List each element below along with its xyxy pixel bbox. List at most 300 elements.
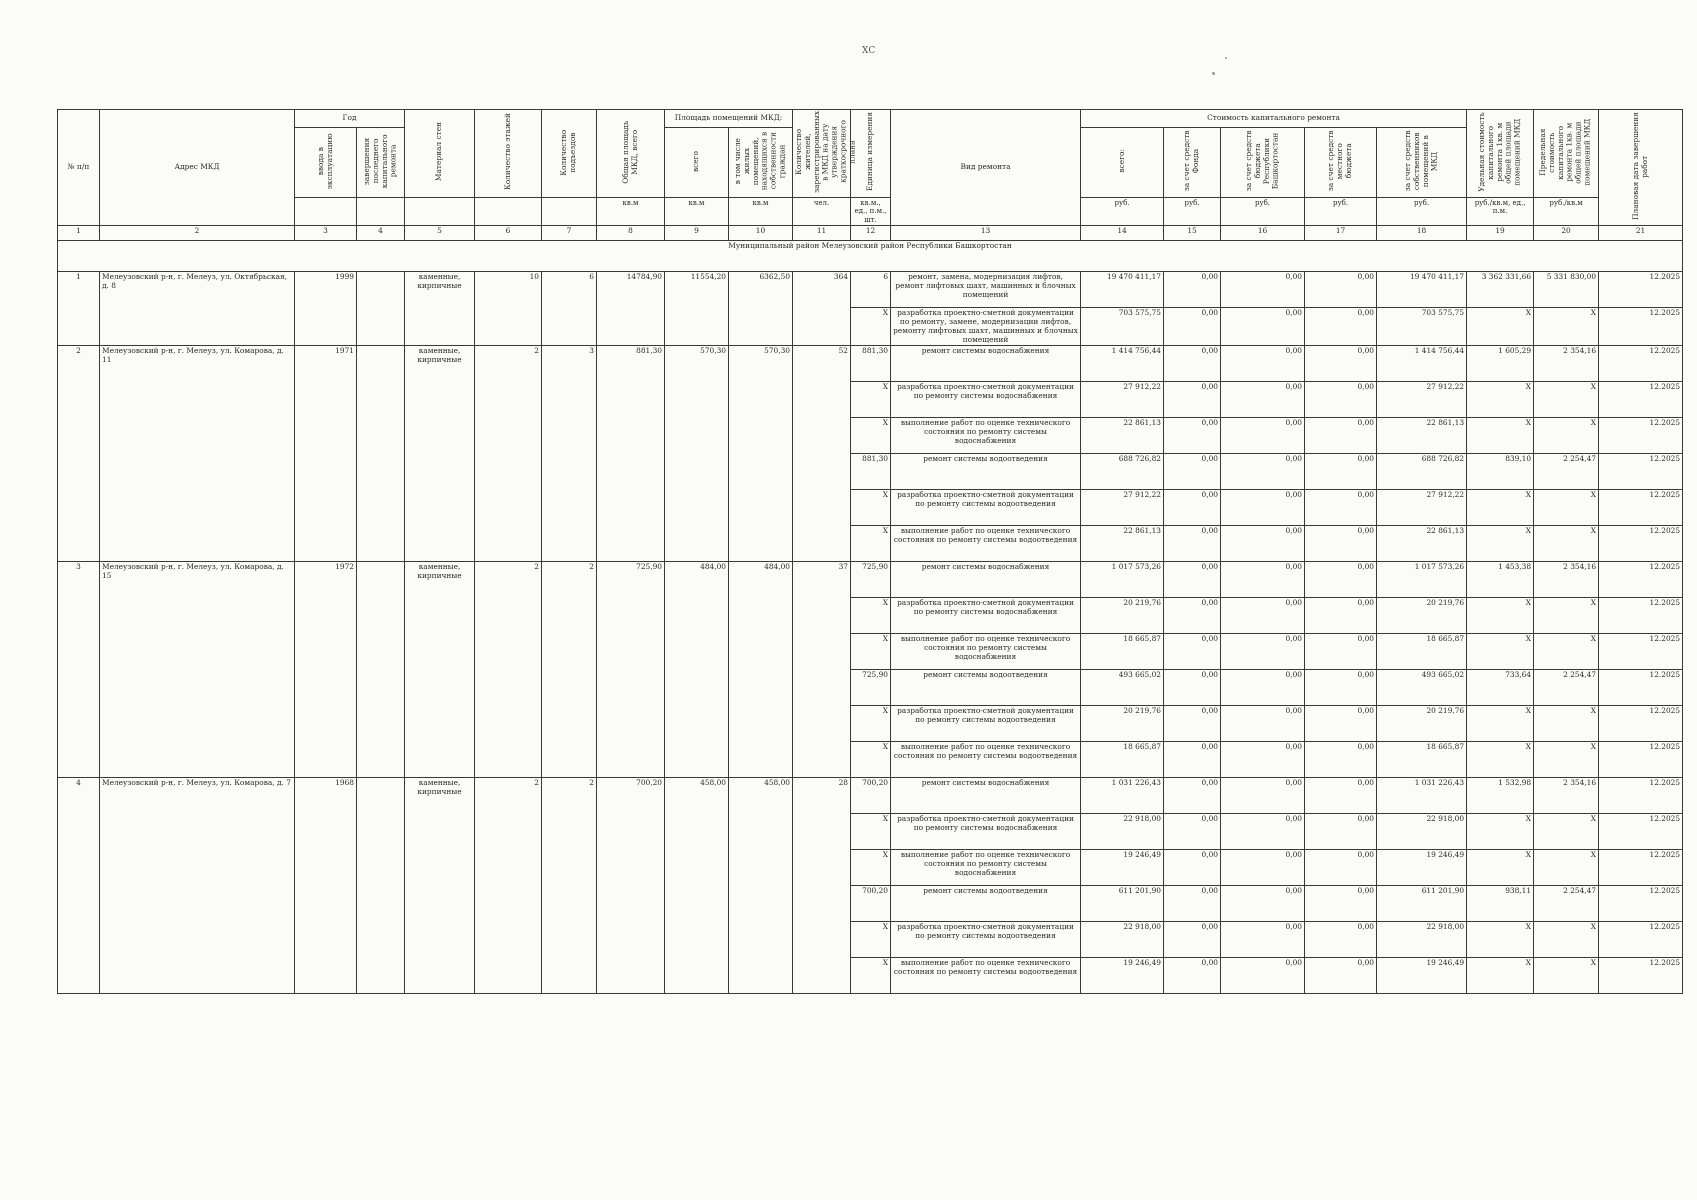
cost-owners-cell: 20 219,76 (1377, 598, 1467, 634)
cost-republic-cell: 0,00 (1221, 490, 1305, 526)
column-number: 11 (793, 225, 851, 240)
cost-local-cell: 0,00 (1305, 418, 1377, 454)
cost-fund-cell: 0,00 (1164, 382, 1221, 418)
building-num: 2 (58, 346, 100, 562)
building-block (58, 562, 1683, 778)
cost-fund-cell: 0,00 (1164, 346, 1221, 382)
page-number: ХС (862, 46, 876, 56)
cost-total-cell: 22 918,00 (1081, 814, 1164, 850)
area-total: 700,20 (597, 778, 665, 994)
work-type-cell: разработка проектно-сметной документации по ремонту системы водоотведения (891, 706, 1081, 742)
cost-local-cell: 0,00 (1305, 307, 1377, 346)
column-number: 9 (665, 225, 729, 240)
table-header (58, 110, 1683, 226)
max-cost-cell: X (1534, 742, 1599, 778)
cost-republic-cell: 0,00 (1221, 850, 1305, 886)
header-work-type: Вид ремонта (891, 110, 1081, 226)
cost-local-cell: 0,00 (1305, 814, 1377, 850)
cost-republic-cell: 0,00 (1221, 670, 1305, 706)
residents-count: 28 (793, 778, 851, 994)
cost-local-cell: 0,00 (1305, 562, 1377, 598)
unit-cost-cell: X (1467, 490, 1534, 526)
unit-blank (542, 197, 597, 225)
max-cost-cell: 2 254,47 (1534, 670, 1599, 706)
max-cost-cell: X (1534, 922, 1599, 958)
header-unit-cost: Удельная стоимость капитального ремонта 1кв. м общей площади помещений МКД (1467, 110, 1534, 198)
unit-cost-cell: 733,64 (1467, 670, 1534, 706)
area-residential: 484,00 (729, 562, 793, 778)
deadline-cell: 12.2025 (1599, 814, 1683, 850)
header-deadline: Плановая дата завершения работ (1599, 110, 1683, 226)
work-type-cell: ремонт системы водоотведения (891, 454, 1081, 490)
header-entrances: Количество подъездов (542, 110, 597, 198)
cost-total-cell: 20 219,76 (1081, 706, 1164, 742)
work-type-cell: ремонт системы водоснабжения (891, 562, 1081, 598)
cost-total-cell: 22 861,13 (1081, 418, 1164, 454)
column-number: 17 (1305, 225, 1377, 240)
work-type-cell: выполнение работ по оценке технического состояния по ремонту системы водоотведения (891, 526, 1081, 562)
column-number: 15 (1164, 225, 1221, 240)
deadline-cell: 12.2025 (1599, 382, 1683, 418)
building-num: 4 (58, 778, 100, 994)
cost-fund-cell: 0,00 (1164, 562, 1221, 598)
measure-cell: X (851, 490, 891, 526)
header-wall-material: Материал стен (405, 110, 475, 198)
header-year-group: Год (295, 110, 405, 128)
unit-cost-cell: 1 605,29 (1467, 346, 1534, 382)
column-number: 18 (1377, 225, 1467, 240)
cost-owners-cell: 18 665,87 (1377, 742, 1467, 778)
wall-material: каменные, кирпичные (405, 562, 475, 778)
entrances-count: 3 (542, 346, 597, 562)
max-cost-cell: X (1534, 526, 1599, 562)
cost-owners-cell: 27 912,22 (1377, 382, 1467, 418)
table-row (58, 346, 1683, 382)
work-type-cell: разработка проектно-сметной документации по ремонту системы водоснабжения (891, 814, 1081, 850)
unit-rub: руб. (1305, 197, 1377, 225)
measure-cell: X (851, 634, 891, 670)
work-type-cell: выполнение работ по оценке технического состояния по ремонту системы водоснабжения (891, 850, 1081, 886)
work-type-cell: ремонт системы водоснабжения (891, 778, 1081, 814)
region-title: Муниципальный район Мелеузовский район Республики Башкортостан (58, 240, 1683, 271)
unit-cost-cell: X (1467, 634, 1534, 670)
measure-cell: 700,20 (851, 778, 891, 814)
cost-total-cell: 1 414 756,44 (1081, 346, 1164, 382)
deadline-cell: 12.2025 (1599, 886, 1683, 922)
cost-republic-cell: 0,00 (1221, 418, 1305, 454)
header-cost-republic: за счет средств бюджета Республики Башкортостан (1221, 128, 1305, 197)
deadline-cell: 12.2025 (1599, 850, 1683, 886)
deadline-cell: 12.2025 (1599, 454, 1683, 490)
cost-total-cell: 20 219,76 (1081, 598, 1164, 634)
column-number: 14 (1081, 225, 1164, 240)
cost-fund-cell: 0,00 (1164, 307, 1221, 346)
max-cost-cell: X (1534, 598, 1599, 634)
year-built: 1968 (295, 778, 357, 994)
cost-owners-cell: 22 861,13 (1377, 526, 1467, 562)
deadline-cell: 12.2025 (1599, 490, 1683, 526)
area-residential: 570,30 (729, 346, 793, 562)
cost-owners-cell: 22 918,00 (1377, 922, 1467, 958)
cost-owners-cell: 18 665,87 (1377, 634, 1467, 670)
column-number: 20 (1534, 225, 1599, 240)
deadline-cell: 12.2025 (1599, 418, 1683, 454)
header-year-commission: ввода в эксплуатацию (295, 128, 357, 197)
area-residential: 6362,50 (729, 271, 793, 346)
max-cost-cell: 2 354,16 (1534, 562, 1599, 598)
max-cost-cell: 2 354,16 (1534, 778, 1599, 814)
measure-cell: 725,90 (851, 670, 891, 706)
table-row (58, 271, 1683, 307)
area-residential: 458,00 (729, 778, 793, 994)
cost-fund-cell: 0,00 (1164, 271, 1221, 307)
header-max-cost: Предельная стоимость капитального ремонта 1кв. м общей площади помещений МКД (1534, 110, 1599, 198)
area-total: 881,30 (597, 346, 665, 562)
measure-cell: 6 (851, 271, 891, 307)
header-cost-fund: за счет средств Фонда (1164, 128, 1221, 197)
cost-republic-cell: 0,00 (1221, 706, 1305, 742)
unit-rub-per-m2: руб./кв.м (1534, 197, 1599, 225)
cost-owners-cell: 688 726,82 (1377, 454, 1467, 490)
column-number: 21 (1599, 225, 1683, 240)
cost-local-cell: 0,00 (1305, 886, 1377, 922)
area-total: 725,90 (597, 562, 665, 778)
cost-local-cell: 0,00 (1305, 670, 1377, 706)
header-address: Адрес МКД (100, 110, 295, 226)
unit-cost-cell: 839,10 (1467, 454, 1534, 490)
cost-fund-cell: 0,00 (1164, 742, 1221, 778)
measure-cell: X (851, 958, 891, 994)
column-number: 3 (295, 225, 357, 240)
max-cost-cell: 5 331 830,00 (1534, 271, 1599, 307)
entrances-count: 6 (542, 271, 597, 346)
measure-cell: X (851, 706, 891, 742)
unit-rub: руб. (1164, 197, 1221, 225)
cost-owners-cell: 611 201,90 (1377, 886, 1467, 922)
unit-area: кв.м (665, 197, 729, 225)
unit-blank (475, 197, 542, 225)
cost-total-cell: 22 918,00 (1081, 922, 1164, 958)
cost-owners-cell: 1 031 226,43 (1377, 778, 1467, 814)
cost-fund-cell: 0,00 (1164, 634, 1221, 670)
max-cost-cell: X (1534, 850, 1599, 886)
cost-fund-cell: 0,00 (1164, 958, 1221, 994)
unit-rub: руб. (1377, 197, 1467, 225)
entrances-count: 2 (542, 778, 597, 994)
header-floors: Количество этажей (475, 110, 542, 198)
cost-total-cell: 688 726,82 (1081, 454, 1164, 490)
header-premises-group: Площадь помещений МКД: (665, 110, 793, 128)
building-block (58, 271, 1683, 346)
capital-repair-table (57, 109, 1683, 994)
year-last-repair (357, 562, 405, 778)
unit-rub: руб. (1221, 197, 1305, 225)
header-cost-total: всего: (1081, 128, 1164, 197)
column-number: 4 (357, 225, 405, 240)
cost-fund-cell: 0,00 (1164, 418, 1221, 454)
cost-total-cell: 19 246,49 (1081, 850, 1164, 886)
building-num: 1 (58, 271, 100, 346)
unit-blank (357, 197, 405, 225)
column-number: 10 (729, 225, 793, 240)
cost-total-cell: 611 201,90 (1081, 886, 1164, 922)
work-type-cell: ремонт системы водоотведения (891, 670, 1081, 706)
column-numbers-row (58, 225, 1683, 240)
cost-owners-cell: 703 575,75 (1377, 307, 1467, 346)
work-type-cell: выполнение работ по оценке технического состояния по ремонту системы водоснабжения (891, 418, 1081, 454)
cost-republic-cell: 0,00 (1221, 778, 1305, 814)
cost-owners-cell: 19 470 411,17 (1377, 271, 1467, 307)
measure-cell: X (851, 418, 891, 454)
measure-cell: X (851, 742, 891, 778)
deadline-cell: 12.2025 (1599, 958, 1683, 994)
area-premises: 484,00 (665, 562, 729, 778)
work-type-cell: разработка проектно-сметной документации по ремонту системы водоотведения (891, 490, 1081, 526)
unit-cost-cell: X (1467, 814, 1534, 850)
deadline-cell: 12.2025 (1599, 706, 1683, 742)
deadline-cell: 12.2025 (1599, 307, 1683, 346)
work-type-cell: разработка проектно-сметной документации по ремонту системы водоснабжения (891, 382, 1081, 418)
area-premises: 11554,20 (665, 271, 729, 346)
unit-cost-cell: X (1467, 526, 1534, 562)
unit-cost-cell: 1 532,98 (1467, 778, 1534, 814)
scan-speck (1212, 72, 1215, 75)
column-number: 13 (891, 225, 1081, 240)
cost-local-cell: 0,00 (1305, 922, 1377, 958)
column-number: 16 (1221, 225, 1305, 240)
unit-cost-cell: X (1467, 382, 1534, 418)
deadline-cell: 12.2025 (1599, 346, 1683, 382)
deadline-cell: 12.2025 (1599, 778, 1683, 814)
cost-republic-cell: 0,00 (1221, 562, 1305, 598)
measure-cell: X (851, 526, 891, 562)
floors-count: 2 (475, 562, 542, 778)
cost-republic-cell: 0,00 (1221, 742, 1305, 778)
wall-material: каменные, кирпичные (405, 778, 475, 994)
measure-cell: X (851, 307, 891, 346)
work-type-cell: ремонт системы водоотведения (891, 886, 1081, 922)
wall-material: каменные, кирпичные (405, 271, 475, 346)
table-body (58, 225, 1683, 271)
year-built: 1972 (295, 562, 357, 778)
measure-cell: X (851, 598, 891, 634)
cost-total-cell: 18 665,87 (1081, 742, 1164, 778)
cost-republic-cell: 0,00 (1221, 922, 1305, 958)
header-cost-local: за счет средств местного бюджета (1305, 128, 1377, 197)
building-num: 3 (58, 562, 100, 778)
cost-local-cell: 0,00 (1305, 454, 1377, 490)
cost-fund-cell: 0,00 (1164, 454, 1221, 490)
header-unit-measure: Единица измерения (851, 110, 891, 198)
residents-count: 37 (793, 562, 851, 778)
unit-cost-cell: X (1467, 742, 1534, 778)
deadline-cell: 12.2025 (1599, 922, 1683, 958)
column-number: 2 (100, 225, 295, 240)
cost-total-cell: 1 031 226,43 (1081, 778, 1164, 814)
header-cost-owners: за счет средств собственников помещений в МКД (1377, 128, 1467, 197)
unit-rub: руб. (1081, 197, 1164, 225)
unit-cost-cell: X (1467, 850, 1534, 886)
max-cost-cell: X (1534, 814, 1599, 850)
cost-owners-cell: 1 414 756,44 (1377, 346, 1467, 382)
column-number: 12 (851, 225, 891, 240)
table-row (58, 562, 1683, 598)
max-cost-cell: X (1534, 382, 1599, 418)
wall-material: каменные, кирпичные (405, 346, 475, 562)
building-address: Мелеузовский р-н, г. Мелеуз, ул. Комарова, д. 11 (100, 346, 295, 562)
unit-cost-cell: X (1467, 418, 1534, 454)
unit-cost-cell: 1 453,38 (1467, 562, 1534, 598)
work-type-cell: выполнение работ по оценке технического состояния по ремонту системы водоотведения (891, 742, 1081, 778)
deadline-cell: 12.2025 (1599, 634, 1683, 670)
year-last-repair (357, 346, 405, 562)
cost-total-cell: 493 665,02 (1081, 670, 1164, 706)
header-premises-total: всего (665, 128, 729, 197)
header-year-last-repair: завершения последнего капитального ремонта (357, 128, 405, 197)
cost-local-cell: 0,00 (1305, 490, 1377, 526)
unit-measure: кв.м., ед., п.м., шт. (851, 197, 891, 225)
cost-republic-cell: 0,00 (1221, 454, 1305, 490)
unit-cost-cell: X (1467, 706, 1534, 742)
deadline-cell: 12.2025 (1599, 670, 1683, 706)
cost-local-cell: 0,00 (1305, 850, 1377, 886)
unit-blank (405, 197, 475, 225)
cost-owners-cell: 22 918,00 (1377, 814, 1467, 850)
cost-total-cell: 19 470 411,17 (1081, 271, 1164, 307)
cost-owners-cell: 22 861,13 (1377, 418, 1467, 454)
floors-count: 2 (475, 346, 542, 562)
measure-cell: 881,30 (851, 346, 891, 382)
cost-local-cell: 0,00 (1305, 526, 1377, 562)
deadline-cell: 12.2025 (1599, 598, 1683, 634)
work-type-cell: выполнение работ по оценке технического состояния по ремонту системы водоотведения (891, 958, 1081, 994)
measure-cell: X (851, 382, 891, 418)
cost-local-cell: 0,00 (1305, 742, 1377, 778)
max-cost-cell: 2 254,47 (1534, 886, 1599, 922)
cost-total-cell: 27 912,22 (1081, 382, 1164, 418)
area-premises: 570,30 (665, 346, 729, 562)
cost-republic-cell: 0,00 (1221, 526, 1305, 562)
building-block (58, 346, 1683, 562)
building-address: Мелеузовский р-н, г. Мелеуз, ул. Октябрьская, д. 8 (100, 271, 295, 346)
cost-total-cell: 18 665,87 (1081, 634, 1164, 670)
work-type-cell: ремонт, замена, модернизация лифтов, ремонт лифтовых шахт, машинных и блочных помещений (891, 271, 1081, 307)
year-built: 1971 (295, 346, 357, 562)
cost-local-cell: 0,00 (1305, 778, 1377, 814)
measure-cell: X (851, 922, 891, 958)
unit-area: кв.м (729, 197, 793, 225)
cost-fund-cell: 0,00 (1164, 526, 1221, 562)
max-cost-cell: X (1534, 307, 1599, 346)
unit-cost-cell: 938,11 (1467, 886, 1534, 922)
work-type-cell: разработка проектно-сметной документации по ремонту, замене, модернизации лифтов, ремонту лифтовых шахт, машинных и блочных помещений (891, 307, 1081, 346)
year-last-repair (357, 271, 405, 346)
cost-fund-cell: 0,00 (1164, 598, 1221, 634)
cost-republic-cell: 0,00 (1221, 958, 1305, 994)
year-built: 1999 (295, 271, 357, 346)
cost-republic-cell: 0,00 (1221, 346, 1305, 382)
residents-count: 52 (793, 346, 851, 562)
header-cost-group: Стоимость капитального ремонта (1081, 110, 1467, 128)
max-cost-cell: X (1534, 706, 1599, 742)
cost-fund-cell: 0,00 (1164, 850, 1221, 886)
cost-total-cell: 22 861,13 (1081, 526, 1164, 562)
residents-count: 364 (793, 271, 851, 346)
floors-count: 2 (475, 778, 542, 994)
unit-cost-cell: X (1467, 598, 1534, 634)
cost-total-cell: 19 246,49 (1081, 958, 1164, 994)
unit-cost-cell: X (1467, 922, 1534, 958)
unit-cost-cell: 3 362 331,66 (1467, 271, 1534, 307)
cost-republic-cell: 0,00 (1221, 598, 1305, 634)
cost-republic-cell: 0,00 (1221, 886, 1305, 922)
building-address: Мелеузовский р-н, г. Мелеуз, ул. Комарова, д. 15 (100, 562, 295, 778)
deadline-cell: 12.2025 (1599, 742, 1683, 778)
measure-cell: 700,20 (851, 886, 891, 922)
max-cost-cell: X (1534, 958, 1599, 994)
cost-owners-cell: 493 665,02 (1377, 670, 1467, 706)
header-num: № п/п (58, 110, 100, 226)
column-number: 7 (542, 225, 597, 240)
cost-local-cell: 0,00 (1305, 634, 1377, 670)
cost-fund-cell: 0,00 (1164, 670, 1221, 706)
work-type-cell: ремонт системы водоснабжения (891, 346, 1081, 382)
cost-fund-cell: 0,00 (1164, 778, 1221, 814)
column-number: 6 (475, 225, 542, 240)
cost-owners-cell: 1 017 573,26 (1377, 562, 1467, 598)
cost-republic-cell: 0,00 (1221, 307, 1305, 346)
cost-local-cell: 0,00 (1305, 271, 1377, 307)
max-cost-cell: 2 254,47 (1534, 454, 1599, 490)
column-number: 19 (1467, 225, 1534, 240)
max-cost-cell: X (1534, 418, 1599, 454)
deadline-cell: 12.2025 (1599, 271, 1683, 307)
cost-total-cell: 703 575,75 (1081, 307, 1164, 346)
cost-fund-cell: 0,00 (1164, 886, 1221, 922)
year-last-repair (357, 778, 405, 994)
cost-fund-cell: 0,00 (1164, 814, 1221, 850)
cost-local-cell: 0,00 (1305, 958, 1377, 994)
cost-local-cell: 0,00 (1305, 706, 1377, 742)
cost-fund-cell: 0,00 (1164, 922, 1221, 958)
cost-fund-cell: 0,00 (1164, 706, 1221, 742)
cost-local-cell: 0,00 (1305, 346, 1377, 382)
entrances-count: 2 (542, 562, 597, 778)
measure-cell: 725,90 (851, 562, 891, 598)
deadline-cell: 12.2025 (1599, 526, 1683, 562)
area-total: 14784,90 (597, 271, 665, 346)
cost-total-cell: 27 912,22 (1081, 490, 1164, 526)
unit-blank (295, 197, 357, 225)
cost-fund-cell: 0,00 (1164, 490, 1221, 526)
work-type-cell: выполнение работ по оценке технического состояния по ремонту системы водоснабжения (891, 634, 1081, 670)
measure-cell: 881,30 (851, 454, 891, 490)
cost-owners-cell: 19 246,49 (1377, 958, 1467, 994)
header-residents: Количество жителей, зарегистрированных в МКД на дату утверждения краткосрочного плана (793, 110, 851, 198)
cost-owners-cell: 27 912,22 (1377, 490, 1467, 526)
cost-local-cell: 0,00 (1305, 598, 1377, 634)
cost-republic-cell: 0,00 (1221, 271, 1305, 307)
work-type-cell: разработка проектно-сметной документации по ремонту системы водоснабжения (891, 598, 1081, 634)
region-row (58, 240, 1683, 271)
max-cost-cell: X (1534, 634, 1599, 670)
unit-rub-per-m2: руб./кв.м, ед., п.м. (1467, 197, 1534, 225)
work-type-cell: разработка проектно-сметной документации по ремонту системы водоотведения (891, 922, 1081, 958)
unit-people: чел. (793, 197, 851, 225)
column-number: 5 (405, 225, 475, 240)
unit-area: кв.м (597, 197, 665, 225)
cost-total-cell: 1 017 573,26 (1081, 562, 1164, 598)
